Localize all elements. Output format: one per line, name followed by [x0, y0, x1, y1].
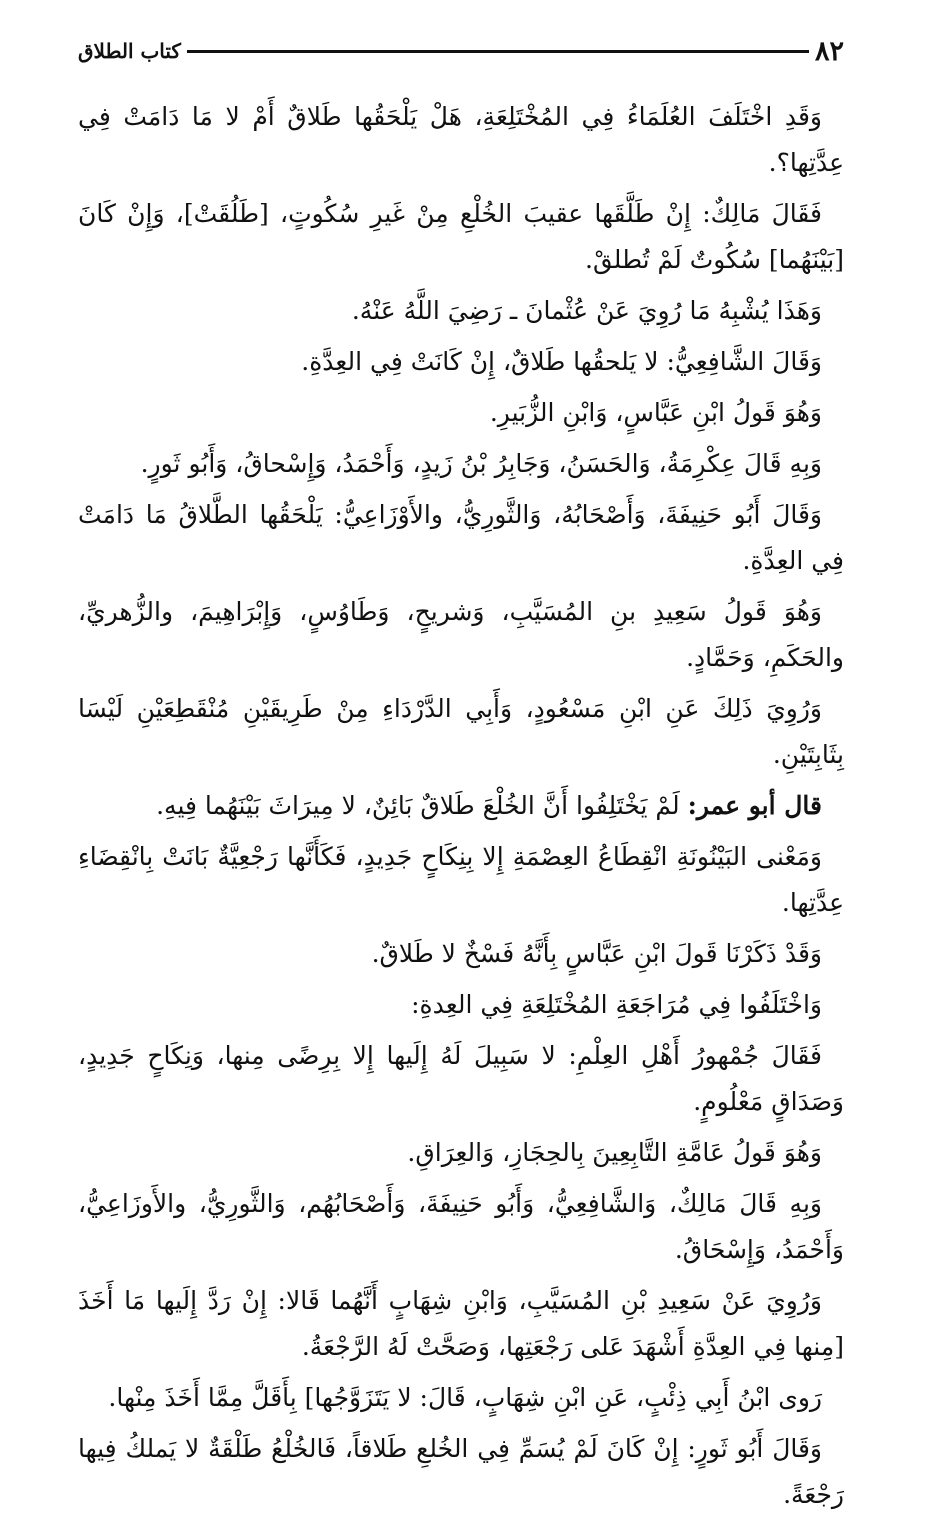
paragraph: [78, 1278, 844, 1370]
paragraph: [78, 94, 844, 186]
paragraph: [78, 589, 844, 681]
paragraph-text: وَهُوَ قَولُ ابْنِ عَبَّاسٍ، وَابْنِ الزُّبَيرِ.: [489, 398, 822, 427]
paragraph: [78, 492, 844, 584]
paragraph: [78, 1033, 844, 1125]
paragraph: [78, 931, 844, 977]
paragraph-text: وَرُوِيَ ذَلِكَ عَنِ ابْنِ مَسْعُودٍ، وَأَبِي الدَّرْدَاءِ مِنْ طَرِيقَيْنِ مُنْقَطِعَيْنِ لَيْسَا بِثَابِتَيْنِ.: [78, 694, 844, 769]
paragraph-text: وَهُوَ قَولُ سَعِيدِ بنِ المُسَيَّبِ، وَشريحٍ، وَطَاوُسٍ، وَإِبْرَاهِيمَ، والزُّهريِّ، والحَكَمِ، وَحَمَّادٍ.: [78, 597, 844, 672]
paragraph: [78, 1130, 844, 1176]
paragraph-lead: قال أبو عمر:: [687, 791, 822, 820]
paragraph: [78, 1181, 844, 1273]
paragraph: [78, 441, 844, 487]
paragraph: [78, 1375, 844, 1421]
paragraph-text: وَقَدِ اخْتَلَفَ العُلَمَاءُ فِي المُخْتَلِعَةِ، هَلْ يَلْحَقُها طَلاقٌ أَمْ لا مَا دَامَتْ فِي عِدَّتِها؟.: [78, 102, 844, 177]
paragraph: [78, 783, 844, 829]
paragraph: [78, 339, 844, 385]
paragraph: [78, 834, 844, 926]
paragraph: [78, 191, 844, 283]
paragraph-text: فَقَالَ مَالِكٌ: إِنْ طَلَّقَها عقيبَ الخُلْعِ مِنْ غَيرِ سُكُوتٍ، [طَلُقَتْ]، وَإِنْ كَانَ [بَيْنَهُما] سُكُوتٌ لَمْ تُطلقْ.: [78, 199, 844, 274]
paragraph-text: وَاخْتَلَفُوا فِي مُرَاجَعَةِ المُخْتَلِعَةِ فِي العِدةِ:: [411, 990, 822, 1019]
paragraph-text: وَقَدْ ذَكَرْنَا قَولَ ابْنِ عَبَّاسٍ بِأَنَّهُ فَسْخٌ لا طَلاقٌ.: [371, 939, 822, 968]
paragraph: [78, 390, 844, 436]
page-body: [78, 94, 844, 1518]
paragraph-text: رَوى ابْنُ أَبِي ذِئْبٍ، عَنِ ابْنِ شِهَابٍ، قَالَ: لا يَتَزَوَّجُها] بِأَقَلَّ مِمَّا أَخَذَ مِنْها.: [108, 1383, 822, 1412]
paragraph: [78, 288, 844, 334]
paragraph-text: وَهَذَا يُشْبِهُ مَا رُوِيَ عَنْ عُثْمانَ ـ رَضِيَ اللَّهُ عَنْهُ.: [351, 296, 822, 325]
page-header: [78, 34, 844, 68]
paragraph-text: وَهُوَ قَولُ عَامَّةِ التَّابِعِينَ بِالحِجَازِ، وَالعِرَاقِ.: [407, 1138, 822, 1167]
paragraph-text: وَبِهِ قَالَ مَالِكٌ، وَالشَّافِعِيُّ، وَأَبُو حَنِيفَةَ، وَأَصْحَابُهُم، وَالثَّورِيُّ، والأَوزَاعِيُّ، وَأَحْمَدُ، وَإِسْحَاقُ.: [78, 1189, 844, 1264]
paragraph-text: وَمَعْنى البَيْنُونَةِ انْقِطَاعُ العِصْمَةِ إِلا بِنِكَاحٍ جَدِيدٍ، فَكَأَنَّها رَجْعِيَّةٌ بَانَتْ بِانْقِضَاءِ عِدَّتِها.: [78, 842, 844, 917]
paragraph: [78, 982, 844, 1028]
paragraph-text: وَقَالَ أَبُو حَنِيفَةَ، وَأَصْحَابُهُ، وَالثَّورِيُّ، والأَوْزَاعِيُّ: يَلْحَقُها الطَّلاقُ مَا دَامَتْ فِي العِدَّةِ.: [78, 500, 844, 575]
paragraph-text: وَقَالَ الشَّافِعِيُّ: لا يَلحقُها طَلاقٌ، إِنْ كَانَتْ فِي العِدَّةِ.: [301, 347, 822, 376]
paragraph-text: وَقَالَ أَبُو ثَورٍ: إِنْ كَانَ لَمْ يُسَمِّ فِي الخُلعِ طَلاقاً، فَالخُلْعُ طَلْقَةٌ لا يَملكُ فِيها رَجْعَةً.: [78, 1434, 844, 1509]
paragraph: [78, 1426, 844, 1518]
page-number: ٨٢: [814, 35, 844, 67]
paragraph-text: وَبِهِ قَالَ عِكْرِمَةُ، وَالحَسَنُ، وَجَابِرُ بْنُ زَيدٍ، وَأَحْمَدُ، وَإِسْحاقُ، وَأَبُو ثَورٍ.: [140, 449, 822, 478]
paragraph-text: فَقَالَ جُمْهورُ أَهْلِ العِلْمِ: لا سَبِيلَ لَهُ إِلَيها إِلا بِرِضًى مِنها، وَنِكَاحٍ جَدِيدٍ، وَصَدَاقٍ مَعْلُومٍ.: [78, 1041, 844, 1116]
header-rule: [187, 50, 809, 53]
paragraph: [78, 686, 844, 778]
paragraph-text: وَرُوِيَ عَنْ سَعِيدِ بْنِ المُسَيَّبِ، وَابْنِ شِهَابٍ أَنَّهُما قَالا: إِنْ رَدَّ إِلَيها مَا أَخَذَ [مِنها فِي العِدَّةِ أَشْهَدَ عَلى رَجْعَتِها، وَصَحَّتْ لَهُ الرَّجْعَةُ.: [78, 1286, 844, 1361]
paragraph-text: لَمْ يَخْتَلِفُوا أَنَّ الخُلْعَ طَلاقٌ بَائِنٌ، لا مِيرَاثَ بَيْنَهُما فِيهِ.: [156, 791, 680, 820]
book-title: كتاب الطلاق: [78, 39, 181, 63]
